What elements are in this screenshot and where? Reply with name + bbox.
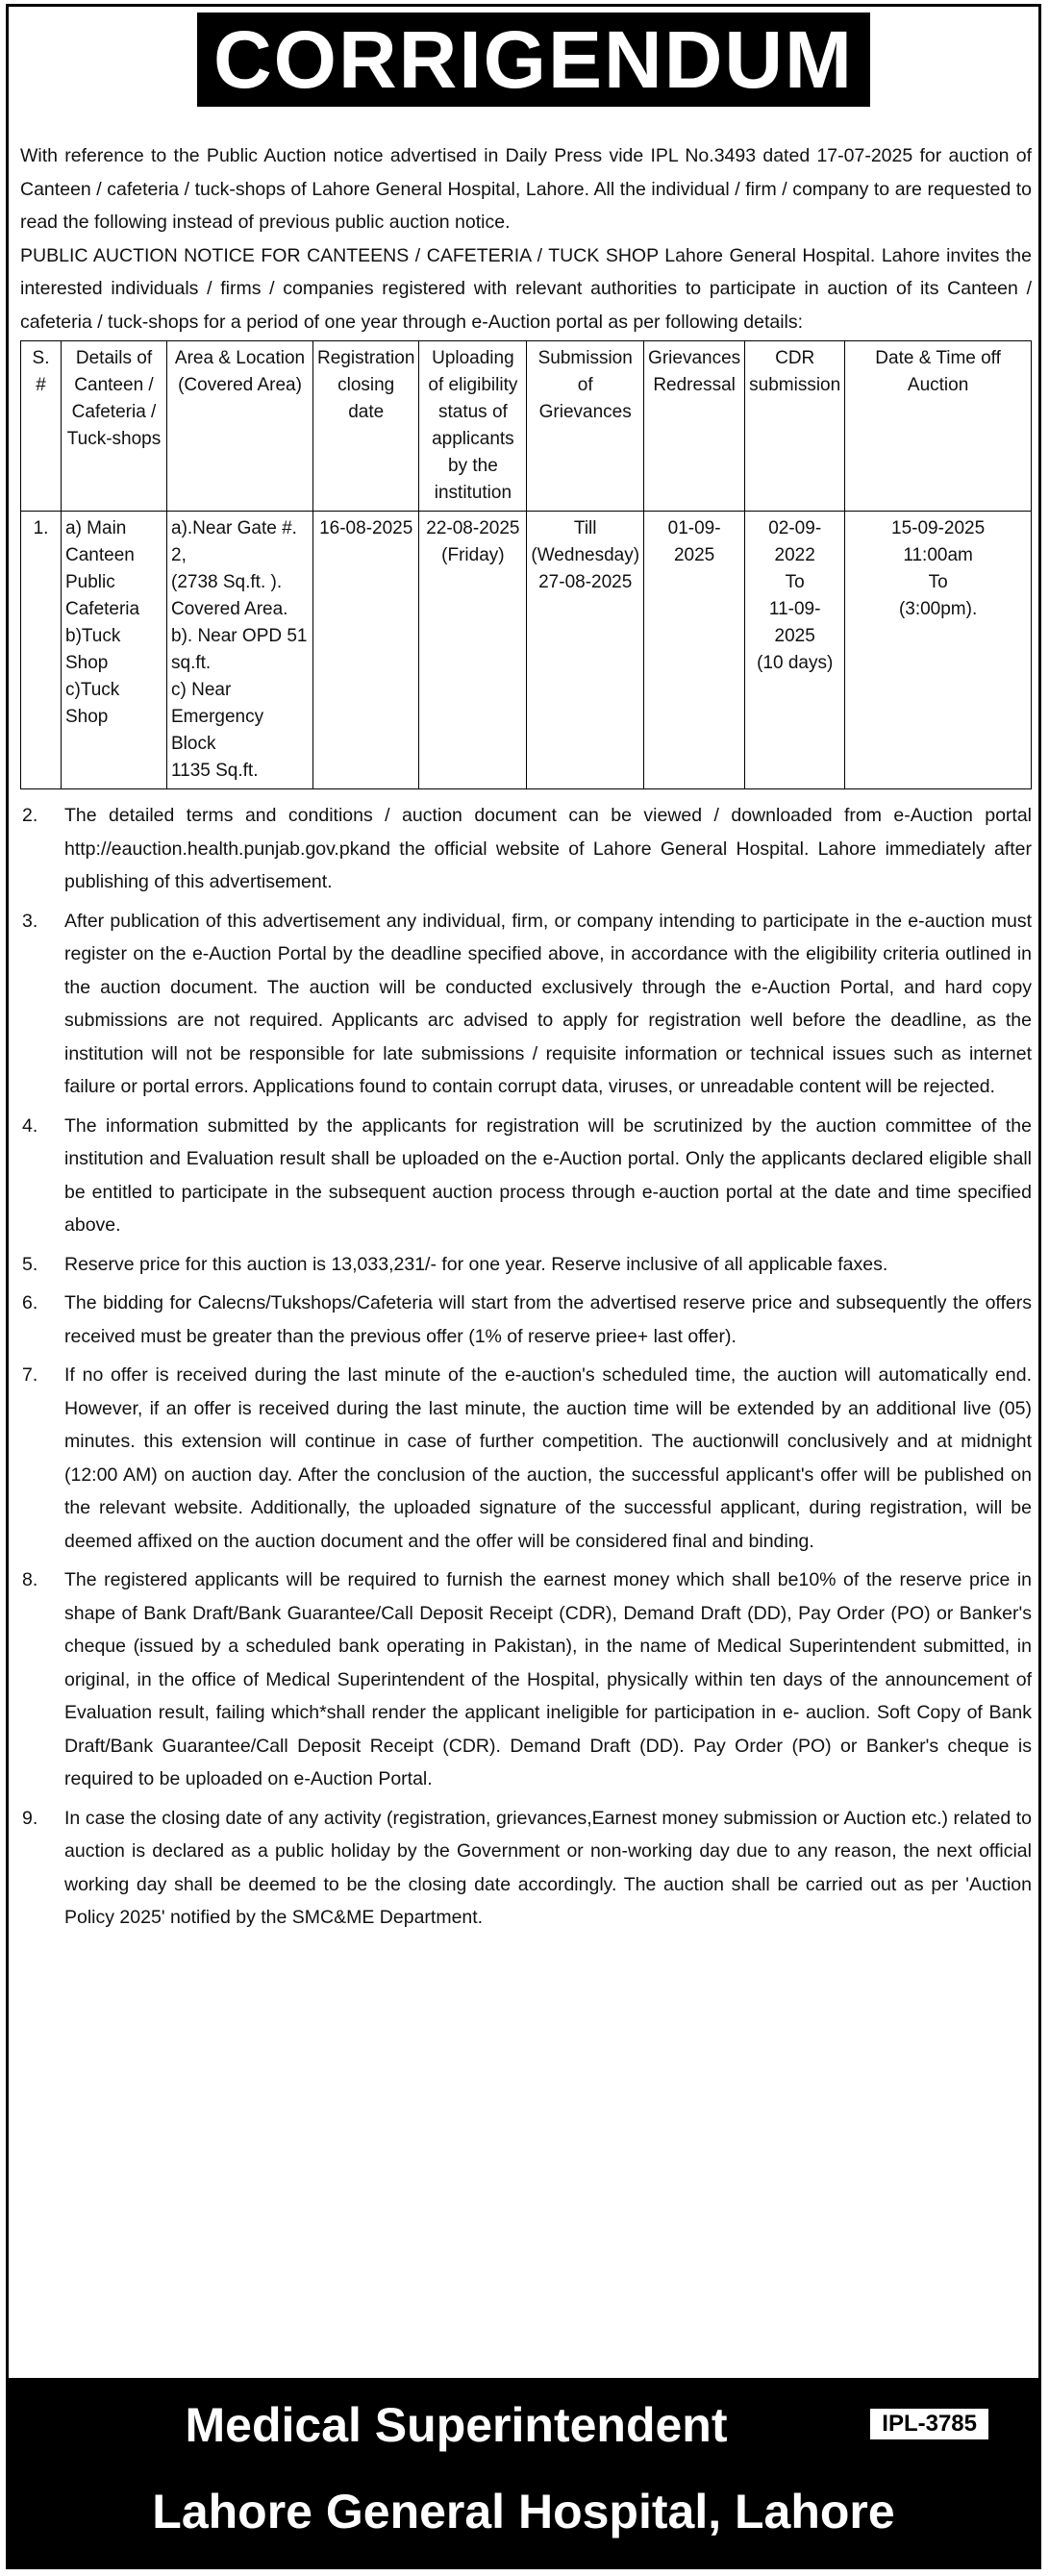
point-number: 4.: [22, 1114, 38, 1137]
cell-line: 22-08-2025: [426, 518, 520, 538]
cell-auction: [845, 512, 1032, 789]
cell-line: institution: [434, 483, 512, 503]
cell-line: of eligibility: [428, 375, 518, 395]
cell-line: (Covered Area): [178, 375, 302, 395]
cell-line: 27-08-2025: [538, 572, 633, 592]
cell-line: Cafeteria /: [71, 402, 157, 422]
cell-line: 1135 Sq.ft.: [171, 761, 259, 781]
footer-signature: [9, 2378, 1038, 2566]
list-item: [20, 1802, 1032, 1935]
header-grievances: [644, 341, 745, 512]
table-header-row: [21, 341, 1032, 512]
list-item: [20, 1563, 1032, 1796]
cell-line: Uploading: [432, 348, 514, 368]
point-text: The information submitted by the applicants for registration will be scrutinized by the auction committee of the institution and Evaluation result shall be uploaded on the e-Auction portal. Only the applicants declared eligible shall be entitled to participate in the subsequent auction process through e-auction portal at the date and time specified above.: [64, 1114, 1032, 1236]
notice-page: [6, 4, 1041, 2569]
title-banner: [197, 13, 870, 107]
list-item: [20, 1359, 1032, 1558]
cell-line: status of: [437, 402, 508, 422]
points-list: [20, 799, 1032, 1935]
point-text: After publication of this advertisement any individual, firm, or company intending to participate in the e-auction must register on the e-Auction Portal by the deadline specified above, in accordance with the eligibility criteria outlined in the auction document. The auction will be conducted exclusively through the e-Auction Portal, and hard copy submissions are not required. Applicants arc advised to apply for registration well before the deadline, as the institution will not be responsible for late submissions / requisite information or technical issues such as internet failure or portal errors. Applications found to contain corrupt data, viruses, or unreadable content will be rejected.: [64, 910, 1032, 1097]
point-text: If no offer is received during the last minute of the e-auction's scheduled time, the auction will automatically end. However, if an offer is received during the last minute, the auction time will be extended by an additional live (05) minutes. this extension will continue in case of further competition. The auctionwill conclusively and at midnight (12:00 AM) on auction day. After the conclusion of the auction, the successful applicant's offer will be published on the relevant website. Additionally, the uploaded signature of the successful applicant, during registration, will be deemed affixed on the auction document and the offer will be considered final and binding.: [64, 1364, 1032, 1552]
cell-area: [167, 512, 313, 789]
point-number: 2.: [22, 805, 38, 826]
header-area: [167, 341, 313, 512]
cell-uploading: [419, 512, 527, 789]
auction-table: [20, 340, 1032, 789]
cell-cdr: [745, 512, 845, 789]
cell-line: Grievances: [648, 348, 741, 368]
cell-line: b). Near OPD 51: [171, 626, 308, 646]
cell-line: sq.ft.: [171, 653, 212, 673]
header-registration: [313, 341, 419, 512]
cell-sno: 1.: [21, 512, 62, 789]
cell-line: 11-09-2025: [768, 599, 821, 646]
header-submission: [527, 341, 644, 512]
cell-line: (3:00pm).: [898, 599, 978, 619]
cell-line: S.: [32, 348, 50, 368]
cell-line: of: [577, 375, 593, 395]
cell-line: Till: [573, 518, 597, 538]
designation: Medical Superintendent: [185, 2398, 728, 2452]
cell-line: Canteen: [65, 545, 135, 565]
cell-line: c)Tuck Shop: [65, 680, 120, 727]
cell-line: To: [928, 572, 948, 592]
cell-line: a) Main: [65, 518, 127, 538]
intro: [20, 139, 1032, 338]
cell-line: Registration: [317, 348, 415, 368]
point-text: In case the closing date of any activity (registration, grievances,Earnest money submission or Auction etc.) related to auction is declared as a public holiday by the Government or non-working day due to any reason, the next official working day shall be deemed to be the closing date accordingly. The auction shall be carried out as per 'Auction Policy 2025' notified by the SMC&ME Department.: [64, 1807, 1032, 1928]
cell-line: c) Near: [171, 680, 232, 700]
cell-line: 02-09-2022: [768, 518, 822, 565]
cell-line: (Friday): [441, 545, 505, 565]
cell-line: To: [785, 572, 805, 592]
cell-line: Tuck-shops: [66, 429, 162, 449]
page-title: CORRIGENDUM: [213, 14, 854, 105]
cell-line: Date & Time off: [875, 348, 1001, 368]
table-row: [21, 512, 1032, 789]
header-cdr: [745, 341, 845, 512]
list-item: [20, 1287, 1032, 1353]
cell-line: Auction: [907, 375, 969, 395]
header-auction: [845, 341, 1032, 512]
point-text: The detailed terms and conditions / auction document can be viewed / downloaded from e-Auction portal http://eauction.health.punjab.gov.pkand the official website of Lahore General Hospital. Lahore immediately after publishing of this advertisement.: [64, 805, 1032, 892]
cell-grievances: [644, 512, 745, 789]
cell-line: Area & Location: [174, 348, 306, 368]
header-uploading: [419, 341, 527, 512]
point-text: Reserve price for this auction is 13,033,231/- for one year. Reserve inclusive of all applicable faxes.: [64, 1253, 888, 1275]
cell-line: (10 days): [757, 653, 834, 673]
cell-line: Cafeteria: [65, 599, 140, 619]
point-text: The registered applicants will be required to furnish the earnest money which shall be10% of the reserve price in shape of Bank Draft/Bank Guarantee/Call Deposit Receipt (CDR), Demand Draft (DD), Pay Order (PO) or Banker's cheque (issued by a scheduled bank operating in Pakistan), in the name of Medical Superintendent submitted, in original, in the office of Medical Superintendent of the Hospital, physically within ten days of the announcement of Evaluation result, failing which*shall render the applicant ineligible for participation in e- auclion. Soft Copy of Bank Draft/Bank Guarantee/Call Deposit Receipt (CDR). Demand Draft (DD). Pay Order (PO) or Banker's cheque is required to be uploaded on e-Auction Portal.: [64, 1569, 1032, 1789]
cell-line: b)Tuck Shop: [65, 626, 121, 673]
cell-line: (Wednesday): [531, 545, 640, 565]
cell-line: 01-09-2025: [667, 518, 721, 565]
cell-registration: [313, 512, 419, 789]
cell-line: closing: [337, 375, 395, 395]
cell-line: 15-09-2025: [891, 518, 986, 538]
cell-line: Redressal: [653, 375, 736, 395]
ipl-badge: IPL-3785: [868, 2407, 990, 2441]
header-sno: [21, 341, 62, 512]
list-item: [20, 905, 1032, 1104]
cell-line: date: [348, 402, 385, 422]
cell-line: Grievances: [538, 402, 632, 422]
point-number: 6.: [22, 1292, 38, 1313]
cell-line: CDR: [775, 348, 815, 368]
point-text: The bidding for Calecns/Tukshops/Cafeteria will start from the advertised reserve price and subsequently the offers received must be greater than the previous offer (1% of reserve priee+ last offer).: [64, 1292, 1032, 1347]
cell-line: (2738 Sq.ft. ).: [171, 572, 283, 592]
cell-line: Canteen /: [74, 375, 154, 395]
list-item: [20, 799, 1032, 899]
cell-line: Covered Area.: [171, 599, 288, 619]
cell-line: a).Near Gate #. 2,: [171, 518, 297, 565]
cell-line: applicants: [432, 429, 514, 449]
list-item: [20, 1110, 1032, 1242]
intro-paragraph: PUBLIC AUCTION NOTICE FOR CANTEENS / CAFETERIA / TUCK SHOP Lahore General Hospital. Lahore invites the interested individuals / firms / companies registered with relevant authorities to participate in auction of its Canteen / cafeteria / tuck-shops for a period of one year through e-Auction portal as per following details:: [20, 244, 1032, 333]
point-number: 9.: [22, 1807, 38, 1829]
cell-line: 11:00am: [903, 545, 973, 565]
organization: Lahore General Hospital, Lahore: [152, 2485, 895, 2538]
cell-line: Submission: [537, 348, 633, 368]
cell-details: [62, 512, 167, 789]
notice-body: [20, 139, 1032, 1940]
point-number: 3.: [22, 910, 38, 932]
cell-line: 16-08-2025: [319, 518, 413, 538]
cell-line: submission: [749, 375, 841, 395]
point-number: 5.: [22, 1253, 38, 1275]
cell-line: by the: [448, 456, 498, 476]
cell-line: Emergency Block: [171, 707, 264, 754]
list-item: [20, 1248, 1032, 1282]
header-details: [62, 341, 167, 512]
cell-submission: [527, 512, 644, 789]
cell-line: Details of: [75, 348, 153, 368]
point-number: 8.: [22, 1569, 38, 1590]
cell-line: Public: [65, 572, 115, 592]
point-number: 7.: [22, 1364, 38, 1386]
intro-paragraph: With reference to the Public Auction notice advertised in Daily Press vide IPL No.3493 dated 17-07-2025 for auction of Canteen / cafeteria / tuck-shops of Lahore General Hospital, Lahore. All the individual / firm / company to are requested to read the following instead of previous public auction notice.: [20, 145, 1032, 233]
cell-line: #: [36, 375, 46, 395]
